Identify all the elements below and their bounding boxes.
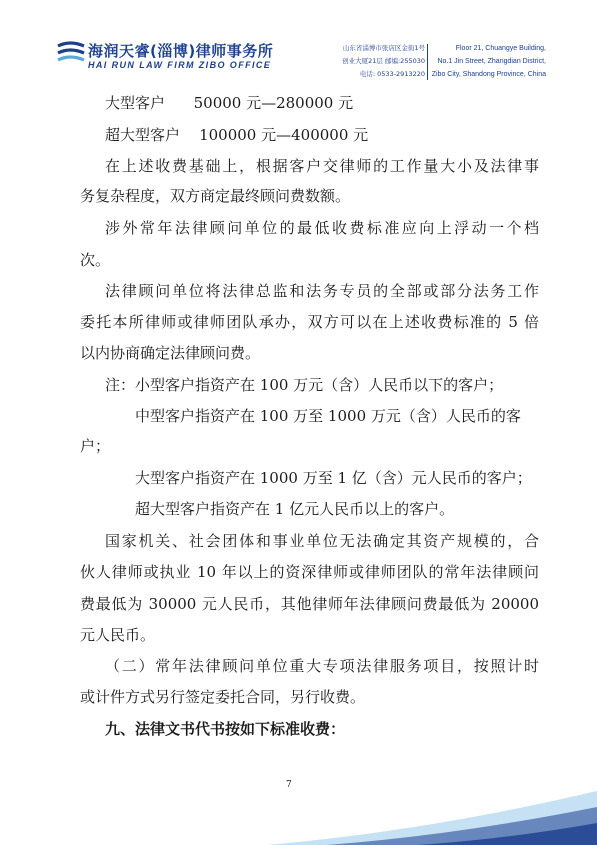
- address-cn: [330, 42, 425, 81]
- address-en: [430, 42, 546, 81]
- letterhead: [0, 0, 597, 90]
- fee-tier-line: 超大型客户 100000 元—400000 元: [105, 126, 369, 144]
- address-en-line: Floor 21, Chuangye Building,: [455, 45, 546, 52]
- address-cn-line: 创业大厦21层 邮编:255030: [342, 57, 425, 65]
- firm-name-cn: 海润天睿(淄博)律师事务所: [88, 42, 274, 60]
- paragraph-line: （二）常年法律顾问单位重大专项法律服务项目，按照计时: [105, 657, 539, 675]
- paragraph-line: 国家机关、社会团体和事业单位无法确定其资产规模的，合: [105, 532, 539, 550]
- page-number: 7: [286, 780, 292, 790]
- paragraph-line: 委托本所律师或律师团队承办，双方可以在上述收费标准的 5 倍: [80, 313, 539, 331]
- address-cn-line: 电话: 0533-2913220: [359, 70, 425, 78]
- address-divider: [427, 44, 428, 80]
- note-line: 中型客户指资产在 100 万至 1000 万元（含）人民币的客: [135, 407, 521, 425]
- firm-logo-icon: [56, 40, 86, 68]
- section-heading: 九、法律文书代书按如下标准收费：: [105, 720, 346, 738]
- paragraph-line: 或计件方式另行签定委托合同，另行收费。: [80, 688, 366, 706]
- firm-name-en: HAI RUN LAW FIRM ZIBO OFFICE: [88, 60, 272, 70]
- paragraph-line: 次。: [80, 251, 111, 269]
- note-line: 大型客户指资产在 1000 万至 1 亿（含）元人民币的客户；: [135, 469, 532, 487]
- paragraph-line: 在上述收费基础上，根据客户交律师的工作量大小及法律事: [105, 157, 539, 175]
- paragraph-line: 务复杂程度，双方商定最终顾问费数额。: [80, 187, 351, 205]
- address-en-line: No.1 Jin Street, Zhangdian District,: [437, 58, 546, 65]
- paragraph-line: 费最低为 30000 元人民币，其他律师年法律顾问费最低为 20000: [80, 595, 539, 613]
- paragraph-line: 涉外常年法律顾问单位的最低收费标准应向上浮动一个档: [105, 219, 539, 237]
- paragraph-line: 元人民币。: [80, 626, 156, 644]
- address-en-line: Zibo City, Shandong Province, China: [431, 71, 546, 78]
- corner-wave-decoration: [267, 785, 597, 845]
- paragraph-line: 以内协商确定法律顾问费。: [80, 344, 261, 362]
- note-line: 户；: [80, 437, 111, 455]
- note-line: 超大型客户指资产在 1 亿元人民币以上的客户。: [135, 500, 455, 518]
- paragraph-line: 法律顾问单位将法律总监和法务专员的全部或部分法务工作: [105, 282, 539, 300]
- paragraph-line: 伙人律师或执业 10 年以上的资深律师或律师团队的常年法律顾问: [80, 563, 539, 581]
- fee-tier-line: 大型客户 50000 元—280000 元: [105, 94, 354, 112]
- note-line: 注：小型客户指资产在 100 万元（含）人民币以下的客户；: [105, 376, 504, 394]
- address-cn-line: 山东省淄博市张店区金街1号: [342, 44, 425, 52]
